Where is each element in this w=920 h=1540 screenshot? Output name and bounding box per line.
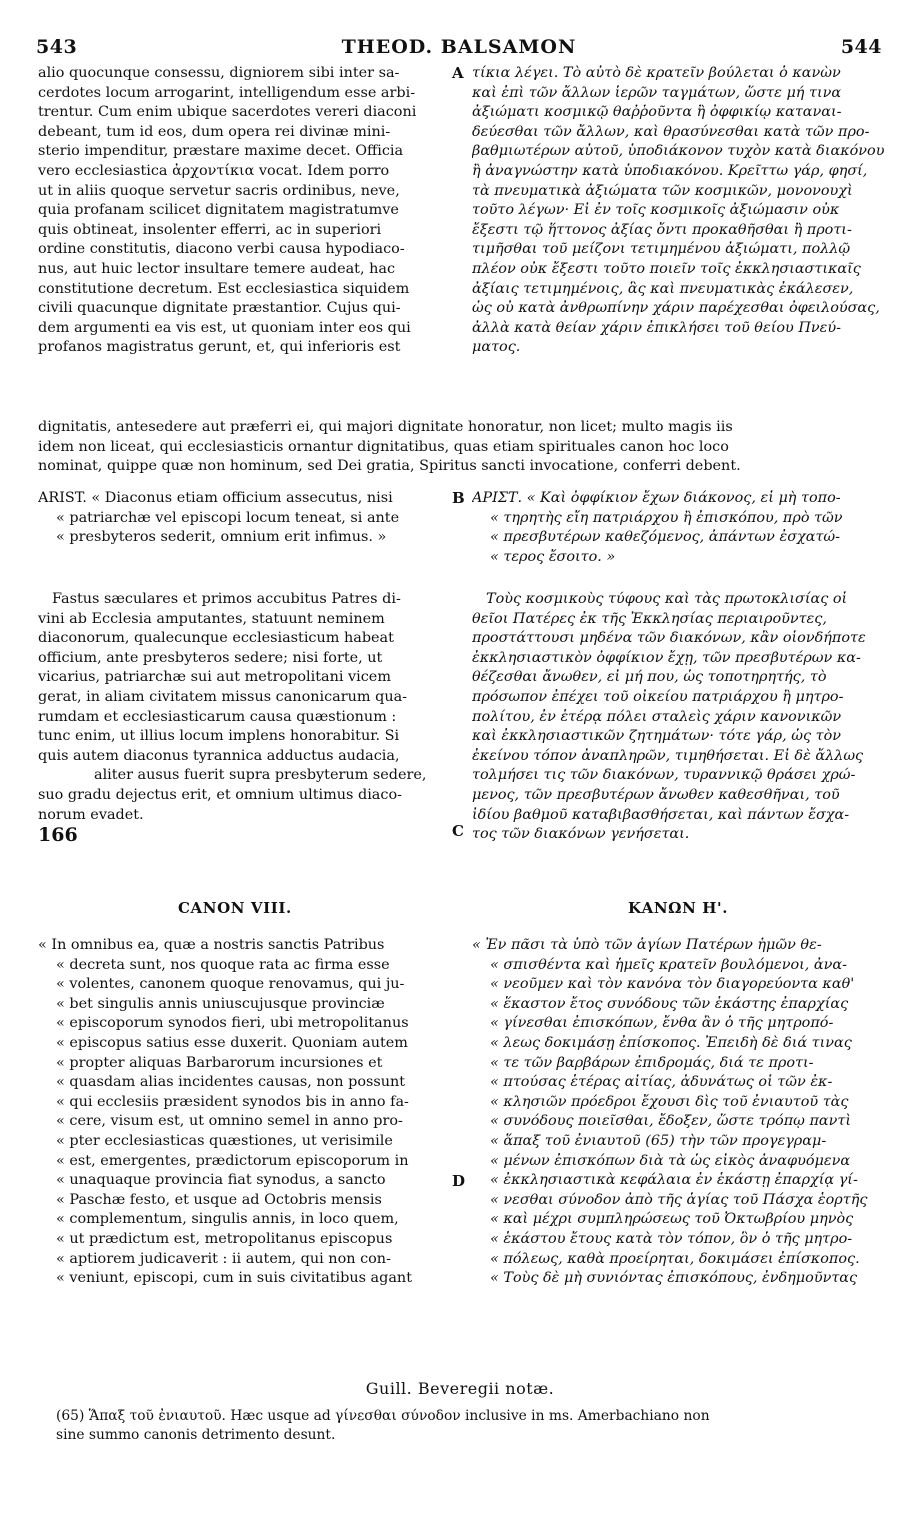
latin-canon-line: « qui ecclesiis præsident synodos bis in anno fa-	[56, 1093, 409, 1110]
latin-commentary-line: aliter ausus fuerit supra presbyterum sedere,	[94, 767, 427, 784]
latin-canon-text	[38, 936, 446, 1289]
latin-text-line: alio quocunque consessu, digniorem sibi inter sa-	[38, 65, 400, 81]
latin-text-line: nus, aut huic lector insultare temere audeat, hac	[38, 260, 396, 277]
latin-canon-line: « episcoporum synodos fieri, ubi metropolitanus	[56, 1015, 409, 1032]
greek-commentary-line: θεῖοι Πατέρες ἐκ τῆς Ἐκκλησίας περιαιροῦντες,	[472, 610, 827, 627]
margin-marker-c: C	[452, 822, 464, 840]
full-width-line: dignitatis, antesedere aut præferri ei, qui majori dignitate honoratur, non licet; multo magis iis	[38, 419, 733, 435]
greek-canon-text	[472, 936, 888, 1289]
latin-text-line: civili quacunque dignitate præstantior. Cujus qui-	[38, 300, 401, 317]
latin-commentary-line: vicarius, patriarchæ sui aut metropolitani vicem	[38, 669, 391, 686]
full-width-line: nominat, quippe quæ non hominum, sed Dei gratia, Spiritus sancti invocatione, conferri debent.	[38, 458, 741, 475]
greek-column-top	[472, 64, 888, 358]
greek-canon-line: « ἑκάστου ἔτους κατὰ τὸν τόπον, ὃν ὁ τῆς μητρο-	[490, 1230, 853, 1247]
greek-canon-line: « σπισθέντα καὶ ἡμεῖς κρατεῖν βουλόμενοι, ἀνα-	[490, 956, 847, 973]
latin-text-line: sterio impenditur, præstare maxime decet. Officia	[38, 143, 404, 160]
page-number-left: 543	[36, 36, 78, 58]
latin-text-line: debeant, tum id eos, dum opera rei divinæ mini-	[38, 123, 391, 140]
greek-commentary-line: πρόσωπον ἐπέχει τοῦ οἰκείου πατριάρχου ἢ μητρο-	[472, 688, 844, 705]
greek-canon-line: « ἅπαξ τοῦ ἐνιαυτοῦ (65) τὴν τῶν προγεγραμ-	[490, 1132, 827, 1149]
greek-canon-line: « γίνεσθαι ἐπισκόπων, ἔνθα ἂν ὁ τῆς μητροπό-	[490, 1015, 834, 1032]
arist-latin-line: « patriarchæ vel episcopi locum teneat, si ante	[56, 509, 400, 526]
canon-title-greek: ΚΑΝΩΝ Η'.	[628, 899, 729, 917]
greek-text-line: ἀξίαις τετιμημένοις, ἃς καὶ πνευματικὰς ἐκάλεσεν,	[472, 280, 854, 297]
greek-commentary-line: καὶ ἐκκλησιαστικῶν ζητημάτων· τότε γάρ, ὡς τὸν	[472, 728, 842, 745]
greek-canon-line: « Τοὺς δὲ μὴ συνιόντας ἐπισκόπους, ἐνδημοῦντας	[490, 1270, 858, 1287]
latin-canon-line: « est, emergentes, prædictorum episcoporum in	[56, 1152, 409, 1169]
arist-greek-line: « πρεσβυτέρων καθεζόμενος, ἁπάντων ἐσχατώ-	[490, 529, 841, 546]
greek-canon-line: « νεσθαι σύνοδον ἀπὸ τῆς ἁγίας τοῦ Πάσχα ἑορτῆς	[490, 1191, 868, 1208]
greek-canon-line: « νεοῦμεν καὶ τὸν κανόνα τὸν διαγορεύοντα καθ'	[490, 976, 855, 993]
greek-text-line: ματος.	[472, 339, 521, 356]
arist-greek-line: « τερος ἔσοιτο. »	[490, 548, 616, 565]
greek-canon-line: « ἕκαστον ἔτος συνόδους τῶν ἑκάστης ἐπαρχίας	[490, 995, 849, 1012]
greek-text-line: δεύεσθαι τῶν ἄλλων, καὶ θρασύνεσθαι κατὰ τῶν προ-	[472, 123, 870, 140]
greek-text-line: ἀξιώματι κοσμικῷ θαῤῥοῦντα ἢ ὀφφικίῳ καταναι-	[472, 104, 842, 121]
latin-commentary-line: quis autem diaconus tyrannica adductus audacia,	[38, 747, 400, 764]
margin-marker-a: A	[452, 64, 464, 82]
greek-commentary-line: ἰδίου βαθμοῦ καταβιβασθήσεται, καὶ πάντων ἔσχα-	[472, 806, 850, 823]
arist-latin-line: ARIST. « Diaconus etiam officium assecutus, nisi	[38, 490, 393, 506]
greek-canon-line: « λεως δοκιμάσῃ ἐπίσκοπος. Ἐπειδὴ δὲ διά τινας	[490, 1034, 852, 1051]
note-line: (65) Ἅπαξ τοῦ ἐνιαυτοῦ. Hæc usque ad γίνεσθαι σύνοδον inclusive in ms. Amerbachiano non	[56, 1408, 710, 1424]
greek-commentary	[472, 590, 888, 845]
margin-marker-b: B	[452, 489, 465, 507]
greek-canon-line: « καὶ μέχρι συμπληρώσεως τοῦ Ὀκτωβρίου μηνὸς	[490, 1211, 854, 1228]
latin-canon-line: « Paschæ festo, et usque ad Octobris mensis	[56, 1191, 382, 1208]
latin-text-line: vero ecclesiastica ἀρχοντίκια vocat. Idem porro	[38, 162, 390, 179]
latin-commentary	[38, 590, 446, 825]
latin-canon-line: « unaquaque provincia fiat synodus, a sancto	[56, 1172, 386, 1189]
greek-canon-line: « συνόδους ποιεῖσθαι, ἔδοξεν, ὥστε τρόπῳ παντὶ	[490, 1113, 851, 1130]
full-width-line: idem non liceat, qui ecclesiasticis ornantur dignitatibus, quas etiam spirituales canon hoc loco	[38, 438, 729, 455]
latin-canon-line: « pter ecclesiasticas quæstiones, ut verisimile	[56, 1132, 393, 1149]
latin-text-line: ut in aliis quoque servetur sacris ordinibus, neve,	[38, 182, 400, 199]
greek-canon-line: « ἐκκλησιαστικὰ κεφάλαια ἐν ἑκάστῃ ἐπαρχίᾳ γί-	[490, 1172, 858, 1189]
latin-canon-line: « veniunt, episcopi, cum in suis civitatibus agant	[56, 1270, 412, 1287]
latin-commentary-line: tunc enim, ut illius locum implens honorabitur. Si	[38, 728, 400, 745]
greek-text-line: τοῦτο λέγων· Εἰ ἐν τοῖς κοσμικοῖς ἀξιώμασιν οὐκ	[472, 202, 840, 219]
greek-commentary-line: ἐκκλησιαστικὸν ὀφφίκιον ἔχῃ, τῶν πρεσβυτέρων κα-	[472, 649, 861, 666]
latin-text-line: trentur. Cum enim ubique sacerdotes vereri diaconi	[38, 104, 417, 121]
latin-canon-line: « bet singulis annis uniuscujusque provinciæ	[56, 995, 385, 1012]
latin-text-line: ordine constitutis, diacono verbi causa hypodiaco-	[38, 241, 405, 258]
latin-canon-line: « propter aliquas Barbarorum incursiones et	[56, 1054, 383, 1071]
greek-canon-line: « πόλεως, καθὰ προείρηται, δοκιμάσει ἐπίσκοπος.	[490, 1250, 860, 1267]
running-title: THEOD. BALSAMON	[341, 36, 577, 58]
greek-text-line: τὰ πνευματικὰ ἀξιώματα τῶν κοσμικῶν, μονονουχὶ	[472, 182, 853, 199]
latin-canon-line: « ut prædictum est, metropolitanus episcopus	[56, 1230, 393, 1247]
latin-arist	[38, 489, 446, 548]
latin-canon-line: « In omnibus ea, quæ a nostris sanctis Patribus	[38, 937, 385, 953]
latin-commentary-line: norum evadet.	[38, 806, 144, 823]
greek-text-line: βαθμιωτέρων αὐτοῦ, ὑποδιάκονον τυχὸν κατὰ διακόνου	[472, 143, 885, 160]
margin-marker-d: D	[452, 1172, 466, 1190]
greek-text-line: τιμῆσθαι τοῦ μείζονι τετιμημένου ἀξιώματι, πολλῷ	[472, 241, 851, 258]
latin-text-line: dem argumenti ea vis est, ut quoniam inter eos qui	[38, 319, 411, 336]
latin-canon-line: « episcopus satius esse duxerit. Quoniam autem	[56, 1034, 408, 1051]
greek-text-line: πλέον οὐκ ἔξεστι τοῦτο ποιεῖν τοῖς ἐκκλησιαστικαῖς	[472, 260, 861, 277]
greek-arist	[472, 489, 888, 567]
greek-text-line: ἢ ἀναγνώστην κατὰ ὑποδιακόνου. Κρεῖττω γάρ, φησί,	[472, 162, 868, 179]
latin-commentary-line: Fastus sæculares et primos accubitus Patres di-	[52, 591, 401, 607]
greek-commentary-line: μενος, τῶν πρεσβυτέρων ἄνωθεν καθεσθῆναι, τοῦ	[472, 786, 840, 803]
latin-commentary-line: gerat, in aliam civitatem missus canonicarum qua-	[38, 688, 408, 705]
page-header	[36, 36, 882, 62]
latin-text-line: profanos magistratus gerunt, et, qui inferioris est	[38, 339, 401, 356]
notes-title: Guill. Beveregii notæ.	[365, 1379, 555, 1398]
latin-commentary-line: officium, ante presbyteros sedere; nisi forte, ut	[38, 649, 383, 666]
latin-commentary-line: diaconorum, qualecunque ecclesiasticum habeat	[38, 630, 394, 647]
note-line: sine summo canonis detrimento desunt.	[56, 1427, 336, 1443]
latin-canon-line: « decreta sunt, nos quoque rata ac firma esse	[56, 956, 390, 973]
latin-canon-line: « complementum, singulis annis, in loco quem,	[56, 1211, 399, 1228]
greek-canon-line: « τε τῶν βαρβάρων ἐπιδρομάς, διά τε προτι-	[490, 1054, 814, 1071]
latin-column-top	[38, 64, 446, 358]
latin-canon-line: « quasdam alias incidentes causas, non possunt	[56, 1074, 406, 1091]
notes-text	[56, 1407, 896, 1445]
latin-canon-line: « volentes, canonem quoque renovamus, qui ju-	[56, 976, 405, 993]
canon-title-latin: CANON VIII.	[178, 899, 292, 917]
greek-commentary-line: θέζεσθαι ἄνωθεν, εἰ μή που, ὡς τοποτηρητής, τὸ	[472, 669, 827, 686]
greek-text-line: καὶ ἐπὶ τῶν ἄλλων ἱερῶν ταγμάτων, ὥστε μή τινα	[472, 84, 842, 101]
greek-text-line: τίκια λέγει. Τὸ αὐτὸ δὲ κρατεῖν βούλεται ὁ κανὼν	[472, 65, 841, 81]
arist-latin-line: « presbyteros sederit, omnium erit infimus. »	[56, 529, 387, 546]
latin-canon-line: « aptiorem judicaverit : ii autem, qui non con-	[56, 1250, 391, 1267]
greek-commentary-line: προστάττουσι μηδένα τῶν διακόνων, κἂν οἱονδήποτε	[472, 630, 866, 647]
latin-canon-line: « cere, visum est, ut omnino semel in anno pro-	[56, 1113, 403, 1130]
arist-greek-line: « τηρητὴς εἴη πατριάρχου ἢ ἐπισκόπου, πρὸ τῶν	[490, 509, 843, 526]
greek-canon-line: « πτούσας ἑτέρας αἰτίας, ἀδυνάτως οἱ τῶν ἐκ-	[490, 1074, 833, 1091]
greek-commentary-line: Τοὺς κοσμικοὺς τύφους καὶ τὰς πρωτοκλισίας οἱ	[486, 591, 848, 607]
arist-greek-line: ΑΡΙΣΤ. « Καὶ ὀφφίκιον ἔχων διάκονος, εἰ μὴ τοπο-	[472, 490, 841, 506]
full-width-text	[38, 418, 888, 477]
latin-text-line: quis obtineat, insolenter efferri, ac in superiori	[38, 221, 382, 238]
latin-commentary-line: vini ab Ecclesia amputantes, statuunt neminem	[38, 610, 385, 627]
latin-text-line: quia profanam scilicet dignitatem magistratumve	[38, 202, 399, 219]
greek-text-line: ὡς οὐ κατὰ ἀνθρωπίνην χάριν παρέχεσθαι ὀφειλούσας,	[472, 300, 880, 317]
latin-text-line: constitutione decretum. Est ecclesiastica siquidem	[38, 280, 410, 297]
greek-canon-line: « Ἐν πᾶσι τὰ ὑπὸ τῶν ἁγίων Πατέρων ἡμῶν θε-	[472, 937, 822, 953]
greek-canon-line: « μένων ἐπισκόπων διὰ τὰ ὡς εἰκὸς ἀναφυόμενα	[490, 1152, 851, 1169]
latin-commentary-line: rumdam et ecclesiasticarum causa quæstionum :	[38, 708, 397, 725]
greek-text-line: ἀλλὰ κατὰ θείαν χάριν ἐπικλήσει τοῦ θείου Πνεύ-	[472, 319, 841, 336]
greek-commentary-line: ἐκείνου τόπον ἀναπληρῶν, τιμηθήσεται. Εἰ δὲ ἄλλως	[472, 747, 864, 764]
greek-text-line: ἔξεστι τῷ ἥττονος ἀξίας ὄντι προκαθῆσθαι ἢ προτι-	[472, 221, 852, 238]
page-number-right: 544	[840, 36, 882, 58]
greek-canon-line: « κλησιῶν πρόεδροι ἔχουσι δὶς τοῦ ἐνιαυτοῦ τὰς	[490, 1093, 849, 1110]
greek-commentary-line: τος τῶν διακόνων γενήσεται.	[472, 826, 690, 843]
side-number: 166	[38, 824, 78, 846]
latin-text-line: cerdotes locum arrogarint, intelligendum esse arbi-	[38, 84, 416, 101]
latin-commentary-line: suo gradu dejectus erit, et omnium ultimus diaco-	[38, 786, 402, 803]
greek-commentary-line: πολίτου, ἐν ἑτέρᾳ πόλει σταλεὶς χάριν κανονικῶν	[472, 708, 842, 725]
greek-commentary-line: τολμήσει τις τῶν διακόνων, τυραννικῷ θράσει χρώ-	[472, 767, 856, 784]
